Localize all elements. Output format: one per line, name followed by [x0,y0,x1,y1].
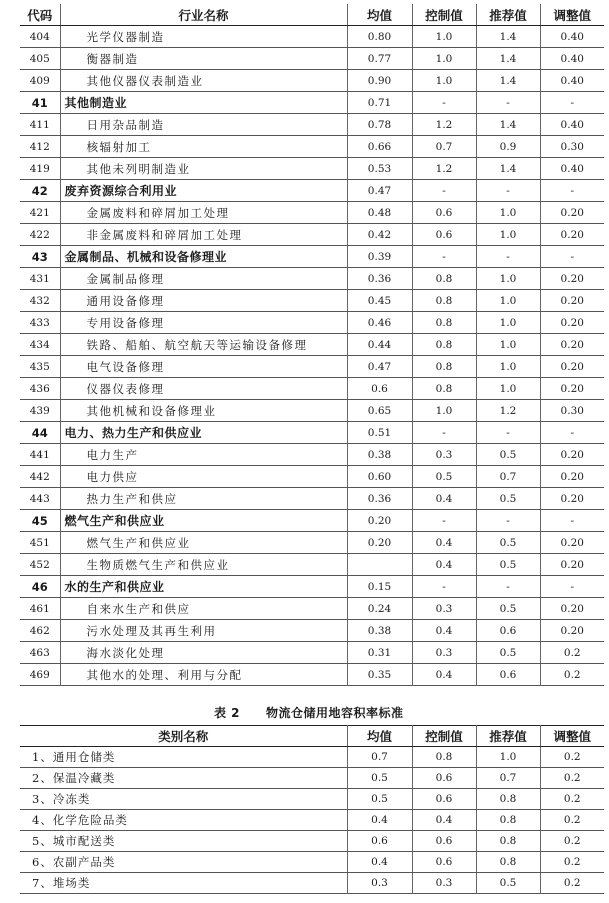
mean-value: 0.60 [347,466,412,488]
recommend-value: - [476,422,540,444]
recommend-value: 1.0 [476,356,540,378]
table-row [20,444,604,466]
adjust-value: 0.20 [540,554,604,576]
control-value: 0.6 [412,831,476,852]
industry-code: 462 [20,620,60,642]
table-row [20,114,604,136]
table-row [20,831,604,852]
control-value: - [412,92,476,114]
adjust-value: 0.2 [540,642,604,664]
recommend-value: - [476,510,540,532]
industry-name: 水的生产和供应业 [60,576,347,598]
adjust-value: 0.2 [540,768,604,789]
adjust-value: 0.20 [540,268,604,290]
recommend-value: - [476,246,540,268]
control-value: 0.3 [412,873,476,894]
table-row [20,554,604,576]
industry-name: 金属制品、机械和设备修理业 [60,246,347,268]
industry-name: 海水淡化处理 [60,642,347,664]
mean-value: 0.38 [347,620,412,642]
industry-code: 419 [20,158,60,180]
table2-caption-title: 物流仓储用地容积率标准 [266,706,404,720]
recommend-value: 0.5 [476,598,540,620]
recommend-value: 1.0 [476,290,540,312]
control-value: 1.2 [412,158,476,180]
industry-code: 433 [20,312,60,334]
mean-value: 0.78 [347,114,412,136]
table-row [20,488,604,510]
table-row [20,810,604,831]
industry-name: 其他仪器仪表制造业 [60,70,347,92]
recommend-value: 1.4 [476,158,540,180]
control-value: 0.6 [412,202,476,224]
recommend-value: 1.0 [476,334,540,356]
industry-name: 金属制品修理 [60,268,347,290]
control-value: - [412,246,476,268]
control-value: 0.8 [412,312,476,334]
control-value: 1.0 [412,70,476,92]
table-row [20,400,604,422]
industry-code: 441 [20,444,60,466]
mean-value: 0.5 [347,789,412,810]
control-value: 0.6 [412,852,476,873]
adjust-value: - [540,180,604,202]
mean-value: 0.71 [347,92,412,114]
header-adjust: 调整值 [540,4,604,26]
table2-caption-number: 表 2 [214,706,241,720]
adjust-value: - [540,576,604,598]
recommend-value: 0.5 [476,488,540,510]
table-row [20,356,604,378]
table-row [20,312,604,334]
header-code: 代码 [20,4,60,26]
table-row [20,158,604,180]
recommend-value: 1.0 [476,268,540,290]
mean-value: 0.66 [347,136,412,158]
recommend-value: 0.5 [476,873,540,894]
recommend-value: - [476,92,540,114]
mean-value: 0.4 [347,810,412,831]
mean-value: 0.51 [347,422,412,444]
header-mean: 均值 [347,4,412,26]
category-name: 1、通用仓储类 [20,747,347,768]
category-row [20,92,604,114]
table-row [20,789,604,810]
control-value: 0.4 [412,664,476,686]
industry-code: 411 [20,114,60,136]
table-row [20,290,604,312]
control-value: 0.8 [412,747,476,768]
category-name: 5、城市配送类 [20,831,347,852]
adjust-value: 0.2 [540,810,604,831]
recommend-value: 1.0 [476,224,540,246]
mean-value [347,554,412,576]
adjust-value: 0.40 [540,26,604,48]
adjust-value: 0.20 [540,532,604,554]
adjust-value: - [540,422,604,444]
industry-code: 452 [20,554,60,576]
table-row [20,532,604,554]
header-name: 行业名称 [60,4,347,26]
industry-name: 其他水的处理、利用与分配 [60,664,347,686]
adjust-value: - [540,510,604,532]
adjust-value: 0.2 [540,852,604,873]
industry-code: 436 [20,378,60,400]
recommend-value: 1.0 [476,202,540,224]
header-recommend: 推荐值 [476,4,540,26]
recommend-value: 0.5 [476,554,540,576]
table-row [20,466,604,488]
category-row [20,576,604,598]
adjust-value: 0.2 [540,789,604,810]
table-row [20,268,604,290]
category-row [20,510,604,532]
industry-code: 469 [20,664,60,686]
mean-value: 0.24 [347,598,412,620]
industry-name: 热力生产和供应 [60,488,347,510]
industry-code: 432 [20,290,60,312]
recommend-value: 0.5 [476,642,540,664]
category-name: 4、化学危险品类 [20,810,347,831]
control-value: 0.8 [412,290,476,312]
mean-value: 0.42 [347,224,412,246]
recommend-value: 1.4 [476,114,540,136]
adjust-value: 0.20 [540,620,604,642]
mean-value: 0.5 [347,768,412,789]
industry-code: 463 [20,642,60,664]
adjust-value: 0.20 [540,312,604,334]
table-row [20,852,604,873]
category-name: 6、农副产品类 [20,852,347,873]
industry-code: 412 [20,136,60,158]
control-value: - [412,510,476,532]
recommend-value: 0.8 [476,852,540,873]
adjust-value: 0.20 [540,224,604,246]
control-value: 0.8 [412,334,476,356]
industry-name: 通用设备修理 [60,290,347,312]
mean-value: 0.36 [347,488,412,510]
control-value: - [412,576,476,598]
industry-table-body [20,26,604,686]
industry-code: 405 [20,48,60,70]
mean-value: 0.53 [347,158,412,180]
industry-code: 42 [20,180,60,202]
industry-table-header [20,4,604,26]
table-row [20,747,604,768]
mean-value: 0.77 [347,48,412,70]
industry-code: 442 [20,466,60,488]
recommend-value: 1.0 [476,747,540,768]
industry-name: 生物质燃气生产和供应业 [60,554,347,576]
industry-name: 光学仪器制造 [60,26,347,48]
mean-value: 0.31 [347,642,412,664]
table-row [20,768,604,789]
category-row [20,422,604,444]
control-value: 1.0 [412,48,476,70]
category-name: 7、堆场类 [20,873,347,894]
mean-value: 0.47 [347,356,412,378]
control-value: 0.3 [412,444,476,466]
adjust-value: 0.30 [540,136,604,158]
control-value: 0.3 [412,598,476,620]
adjust-value: 0.20 [540,334,604,356]
control-value: - [412,180,476,202]
header-category-name: 类别名称 [20,726,347,747]
header-mean: 均值 [347,726,412,747]
recommend-value: 0.7 [476,768,540,789]
recommend-value: 0.8 [476,831,540,852]
table-row [20,202,604,224]
recommend-value: 1.2 [476,400,540,422]
industry-code: 46 [20,576,60,598]
header-control: 控制值 [412,4,476,26]
industry-code: 404 [20,26,60,48]
mean-value: 0.45 [347,290,412,312]
control-value: 0.7 [412,136,476,158]
recommend-value: - [476,180,540,202]
table2-caption [214,704,404,721]
recommend-value: 1.4 [476,48,540,70]
industry-name: 废弃资源综合利用业 [60,180,347,202]
adjust-value: - [540,92,604,114]
control-value: 0.4 [412,810,476,831]
adjust-value: 0.40 [540,158,604,180]
table-row [20,620,604,642]
control-value: 0.6 [412,768,476,789]
control-value: 0.8 [412,356,476,378]
category-row [20,246,604,268]
industry-name: 日用杂品制造 [60,114,347,136]
control-value: 0.4 [412,620,476,642]
industry-name: 其他未列明制造业 [60,158,347,180]
mean-value: 0.7 [347,747,412,768]
industry-code: 461 [20,598,60,620]
control-value: 0.8 [412,378,476,400]
control-value: 0.3 [412,642,476,664]
category-row [20,180,604,202]
adjust-value: 0.2 [540,664,604,686]
mean-value: 0.90 [347,70,412,92]
mean-value: 0.39 [347,246,412,268]
adjust-value: 0.20 [540,202,604,224]
recommend-value: - [476,576,540,598]
adjust-value: - [540,246,604,268]
adjust-value: 0.2 [540,873,604,894]
category-name: 2、保温冷藏类 [20,768,347,789]
industry-name: 金属废料和碎屑加工处理 [60,202,347,224]
adjust-value: 0.40 [540,70,604,92]
industry-name: 电力生产 [60,444,347,466]
control-value: 0.6 [412,224,476,246]
recommend-value: 0.8 [476,810,540,831]
industry-name: 非金属废料和碎屑加工处理 [60,224,347,246]
recommend-value: 1.0 [476,378,540,400]
control-value: 0.5 [412,466,476,488]
table-row [20,378,604,400]
industry-name: 电力供应 [60,466,347,488]
recommend-value: 0.6 [476,620,540,642]
industry-code: 443 [20,488,60,510]
industry-code: 451 [20,532,60,554]
control-value: 1.2 [412,114,476,136]
industry-code: 422 [20,224,60,246]
control-value: 0.4 [412,488,476,510]
recommend-value: 1.0 [476,312,540,334]
header-adjust: 调整值 [540,726,604,747]
mean-value: 0.20 [347,510,412,532]
table-row [20,642,604,664]
mean-value: 0.80 [347,26,412,48]
adjust-value: 0.20 [540,290,604,312]
industry-name: 自来水生产和供应 [60,598,347,620]
recommend-value: 0.6 [476,664,540,686]
industry-name: 专用设备修理 [60,312,347,334]
logistics-table-body [20,747,604,894]
control-value: 0.4 [412,554,476,576]
adjust-value: 0.20 [540,378,604,400]
industry-code: 435 [20,356,60,378]
recommend-value: 1.4 [476,26,540,48]
industry-code: 439 [20,400,60,422]
header-control: 控制值 [412,726,476,747]
table-row [20,334,604,356]
industry-name: 核辐射加工 [60,136,347,158]
mean-value: 0.65 [347,400,412,422]
adjust-value: 0.20 [540,466,604,488]
industry-code: 41 [20,92,60,114]
industry-name: 仪器仪表修理 [60,378,347,400]
industry-name: 燃气生产和供应业 [60,532,347,554]
adjust-value: 0.2 [540,831,604,852]
control-value: 0.6 [412,789,476,810]
industry-name: 其他机械和设备修理业 [60,400,347,422]
industry-name: 污水处理及其再生利用 [60,620,347,642]
mean-value: 0.48 [347,202,412,224]
adjust-value: 0.20 [540,444,604,466]
industry-code: 421 [20,202,60,224]
category-name: 3、冷冻类 [20,789,347,810]
recommend-value: 0.9 [476,136,540,158]
industry-name: 其他制造业 [60,92,347,114]
control-value: 1.0 [412,26,476,48]
adjust-value: 0.40 [540,114,604,136]
mean-value: 0.6 [347,831,412,852]
logistics-table [20,725,604,894]
industry-code: 409 [20,70,60,92]
mean-value: 0.46 [347,312,412,334]
mean-value: 0.3 [347,873,412,894]
table-row [20,26,604,48]
industry-code: 44 [20,422,60,444]
table-row [20,664,604,686]
mean-value: 0.4 [347,852,412,873]
adjust-value: 0.20 [540,598,604,620]
control-value: 1.0 [412,400,476,422]
header-recommend: 推荐值 [476,726,540,747]
industry-name: 衡器制造 [60,48,347,70]
industry-name: 电气设备修理 [60,356,347,378]
recommend-value: 0.5 [476,532,540,554]
mean-value: 0.38 [347,444,412,466]
industry-name: 铁路、船舶、航空航天等运输设备修理 [60,334,347,356]
mean-value: 0.6 [347,378,412,400]
control-value: 0.8 [412,268,476,290]
industry-name: 燃气生产和供应业 [60,510,347,532]
industry-code: 434 [20,334,60,356]
mean-value: 0.20 [347,532,412,554]
adjust-value: 0.40 [540,48,604,70]
mean-value: 0.44 [347,334,412,356]
industry-code: 43 [20,246,60,268]
table-row [20,136,604,158]
recommend-value: 1.4 [476,70,540,92]
industry-code: 431 [20,268,60,290]
control-value: 0.4 [412,532,476,554]
adjust-value: 0.30 [540,400,604,422]
industry-code: 45 [20,510,60,532]
mean-value: 0.36 [347,268,412,290]
table-row [20,224,604,246]
industry-table [20,4,604,686]
mean-value: 0.35 [347,664,412,686]
control-value: - [412,422,476,444]
adjust-value: 0.2 [540,747,604,768]
table-row [20,70,604,92]
adjust-value: 0.20 [540,356,604,378]
logistics-table-header [20,726,604,747]
industry-name: 电力、热力生产和供应业 [60,422,347,444]
table-row [20,873,604,894]
table-row [20,48,604,70]
mean-value: 0.47 [347,180,412,202]
recommend-value: 0.7 [476,466,540,488]
table-row [20,598,604,620]
recommend-value: 0.8 [476,789,540,810]
adjust-value: 0.20 [540,488,604,510]
mean-value: 0.15 [347,576,412,598]
recommend-value: 0.5 [476,444,540,466]
